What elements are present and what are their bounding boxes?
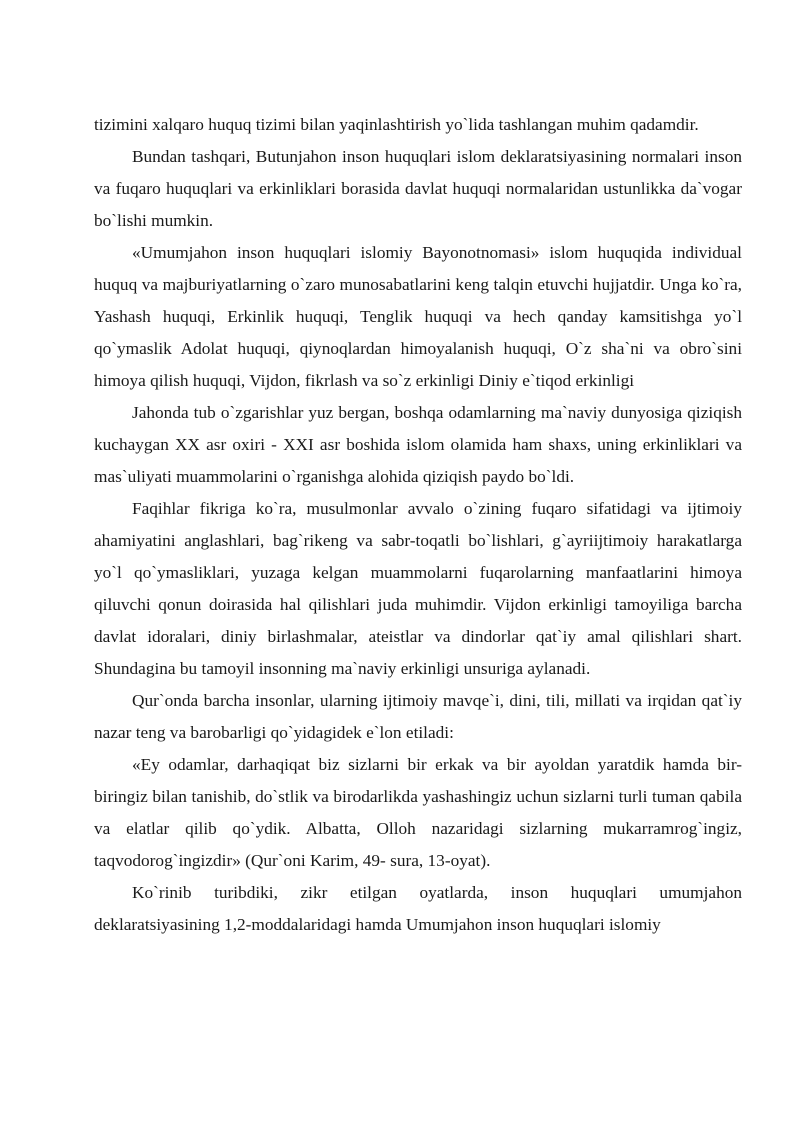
paragraph-conclusion: Ko`rinib turibdiki, zikr etilgan oyatlarda, inson huquqlari umumjahon deklaratsiyasining 1,2-moddalaridagi hamda Umumjahon inson huquqlari islomiy	[94, 883, 742, 934]
paragraph-jurists-opinion: Faqihlar fikriga ko`ra, musulmonlar avvalo o`zining fuqaro sifatidagi va ijtimoiy ahamiyatini anglashlari, bag`rikeng va sabr-toqatli bo`lishlari, g`ayriijtimoiy harakatlarga yo`l qo`ymasliklari, yuzaga kelgan muammolarni fuqarolarning manfaatlarini himoya qiluvchi qonun doirasida hal qilishlari juda muhimdir. Vijdon erkinligi tamoyiliga barcha davlat idoralari, diniy birlashmalar, ateistlar va dindorlar qat`iy amal qilishlari shart. Shundagina bu tamoyil insonning ma`naviy erkinligi unsuriga aylanadi.	[94, 499, 742, 678]
paragraph-islamic-statement: «Umumjahon inson huquqlari islomiy Bayonotnomasi» islom huquqida individual huquq va majburiyatlarning o`zaro munosabatlarini keng talqin etuvchi hujjatdir. Unga ko`ra, Yashash huquqi, Erkinlik huquqi, Tenglik huquqi va hech qanday kamsitishga yo`l qo`ymaslik Adolat huquqi, qiynoqlardan himoyalanish huquqi, O`z sha`ni va obro`sini himoya qilish huquqi, Vijdon, fikrlash va so`z erkinligi Diniy e`tiqod erkinligi	[94, 243, 742, 390]
paragraph-continuation: tizimini xalqaro huquq tizimi bilan yaqinlashtirish yo`lida tashlangan muhim qadamdir.	[94, 115, 699, 134]
document-page	[94, 109, 742, 941]
paragraph-global-changes: Jahonda tub o`zgarishlar yuz bergan, boshqa odamlarning ma`naviy dunyosiga qiziqish kuchaygan XX asr oxiri - XXI asr boshida islom olamida ham shaxs, uning erkinliklari va mas`uliyati muammolarini o`rganishga alohida qiziqish paydo bo`ldi.	[94, 403, 742, 486]
paragraph-declaration-norms: Bundan tashqari, Butunjahon inson huquqlari islom deklaratsiyasining normalari inson va fuqaro huquqlari va erkinliklari borasida davlat huquqi normalaridan ustunlikka da`vogar bo`lishi mumkin.	[94, 147, 742, 230]
paragraph-quran-quote: «Ey odamlar, darhaqiqat biz sizlarni bir erkak va bir ayoldan yaratdik hamda bir-biringiz bilan tanishib, do`stlik va birodarlikda yashashingiz uchun sizlarni turli tuman qabila va elatlar qilib qo`ydik. Albatta, Olloh nazaridagi sizlarning mukarramrog`ingiz, taqvodorog`ingizdir» (Qur`oni Karim, 49- sura, 13-oyat).	[94, 755, 742, 870]
paragraph-quran-equality: Qur`onda barcha insonlar, ularning ijtimoiy mavqe`i, dini, tili, millati va irqidan qat`iy nazar teng va barobarligi qo`yidagidek e`lon etiladi:	[94, 691, 742, 742]
